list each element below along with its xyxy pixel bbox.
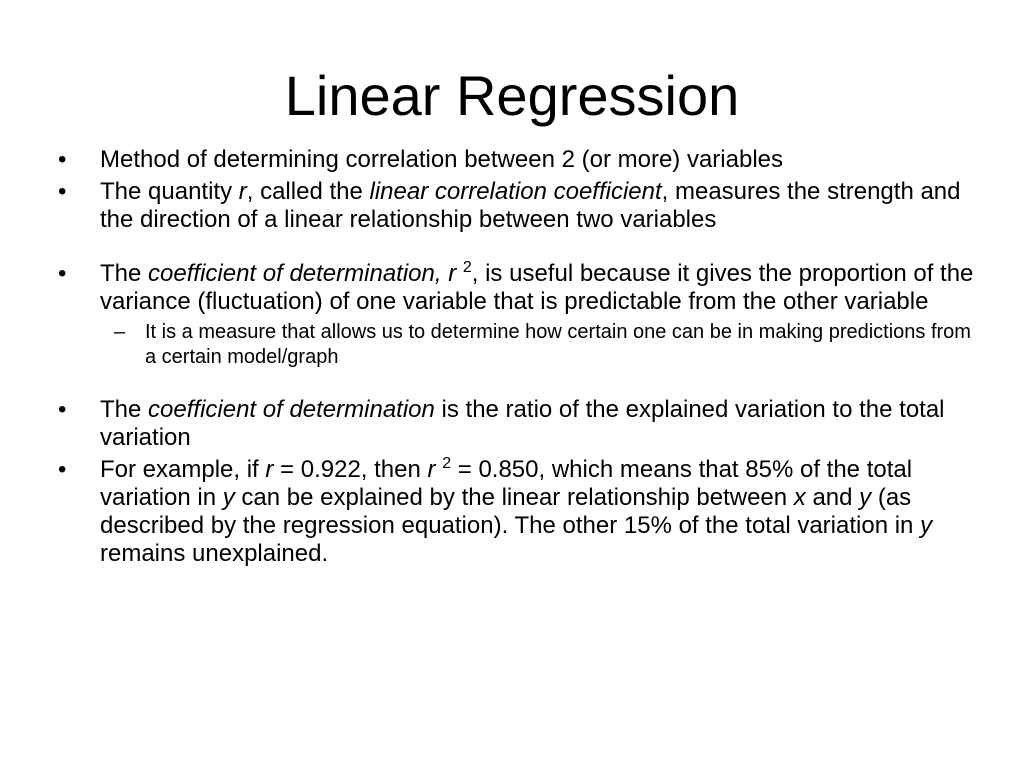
bullet-text: and (805, 484, 860, 511)
superscript-2: 2 (442, 455, 452, 472)
bullet-item-determination-proportion (58, 260, 978, 316)
bullet-text: (as described by the regression equation). The other 15% of the total variation in (100, 484, 921, 539)
superscript-2: 2 (462, 259, 472, 276)
bullet-marker: • (58, 146, 67, 173)
bullet-marker: • (58, 396, 67, 423)
variable-y: y (859, 484, 872, 511)
bullet-marker: • (58, 260, 67, 287)
bullet-text: , called the (246, 178, 370, 205)
variable-r: r (238, 178, 247, 205)
bullet-item-correlation-coefficient (58, 178, 978, 234)
bullet-text: The (100, 396, 149, 423)
bullet-text: The (100, 260, 149, 287)
term-emphasis: coefficient of determination, r (148, 260, 457, 287)
term-emphasis: coefficient of determination (148, 396, 435, 423)
bullet-text: = 0.850, which means that 85% of the total variation in (100, 456, 913, 511)
bullet-text: For example, if (100, 456, 266, 483)
bullet-text: The quantity (100, 178, 239, 205)
bullet-text: is the ratio of the explained variation to the total variation (100, 396, 945, 451)
variable-y: y (222, 484, 235, 511)
bullet-text: Method of determining correlation between 2 (or more) variables (100, 146, 784, 173)
bullet-text: can be explained by the linear relationship between (234, 484, 794, 511)
bullet-text: , measures the strength and the direction of a linear relationship between two variables (100, 178, 961, 233)
variable-r: r (427, 456, 436, 483)
bullet-item-method (58, 146, 978, 174)
bullet-text: = 0.922, then (273, 456, 428, 483)
bullet-marker: • (58, 178, 67, 205)
bullet-item-determination-ratio (58, 396, 978, 452)
variable-r: r (265, 456, 274, 483)
variable-x: x (793, 484, 806, 511)
bullet-item-example (58, 456, 978, 568)
bullet-text: remains unexplained. (100, 540, 329, 567)
sub-bullet-marker: – (114, 321, 126, 343)
variable-y: y (920, 512, 933, 539)
slide-title: Linear Regression (284, 64, 740, 127)
bullet-marker: • (58, 456, 67, 483)
slide-body (58, 146, 978, 572)
term-emphasis: linear correlation coefficient (369, 178, 662, 205)
sub-bullet-text: It is a measure that allows us to determine how certain one can be in making predictions from a certain model/graph (145, 321, 971, 368)
bullet-text: , is useful because it gives the proportion of the variance (fluctuation) of one variable that is predictable from the other variable (100, 260, 974, 315)
sub-bullet-item-measure (58, 320, 978, 370)
